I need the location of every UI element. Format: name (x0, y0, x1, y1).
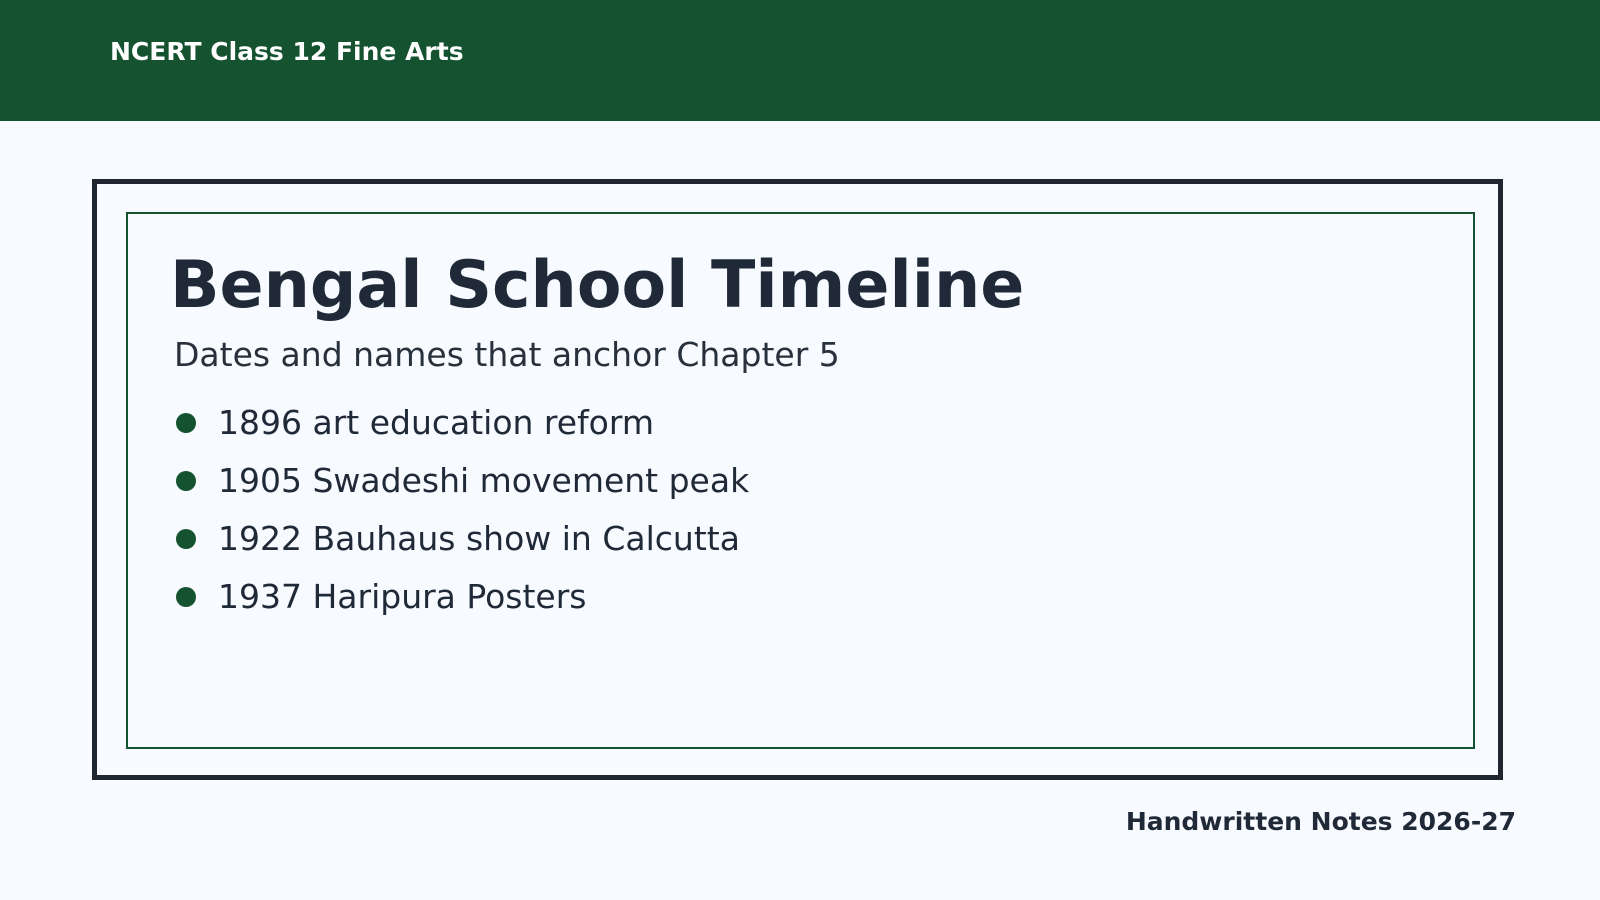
timeline-item (176, 510, 749, 568)
timeline-item (176, 452, 749, 510)
timeline-item-text: 1905 Swadeshi movement peak (218, 461, 750, 500)
footer-note: Handwritten Notes 2026-27 (1125, 807, 1516, 836)
slide-subtitle: Dates and names that anchor Chapter 5 (174, 335, 840, 374)
timeline-item (176, 394, 749, 452)
bullet-dot-icon (176, 529, 196, 549)
header-title: NCERT Class 12 Fine Arts (110, 37, 464, 66)
timeline-list (176, 394, 749, 626)
timeline-item (176, 568, 749, 626)
timeline-item-text: 1937 Haripura Posters (218, 577, 587, 616)
header-bar (0, 0, 1600, 121)
timeline-item-text: 1896 art education reform (218, 403, 655, 442)
bullet-dot-icon (176, 413, 196, 433)
bullet-dot-icon (176, 587, 196, 607)
slide-title: Bengal School Timeline (170, 248, 1025, 323)
timeline-item-text: 1922 Bauhaus show in Calcutta (218, 519, 740, 558)
bullet-dot-icon (176, 471, 196, 491)
